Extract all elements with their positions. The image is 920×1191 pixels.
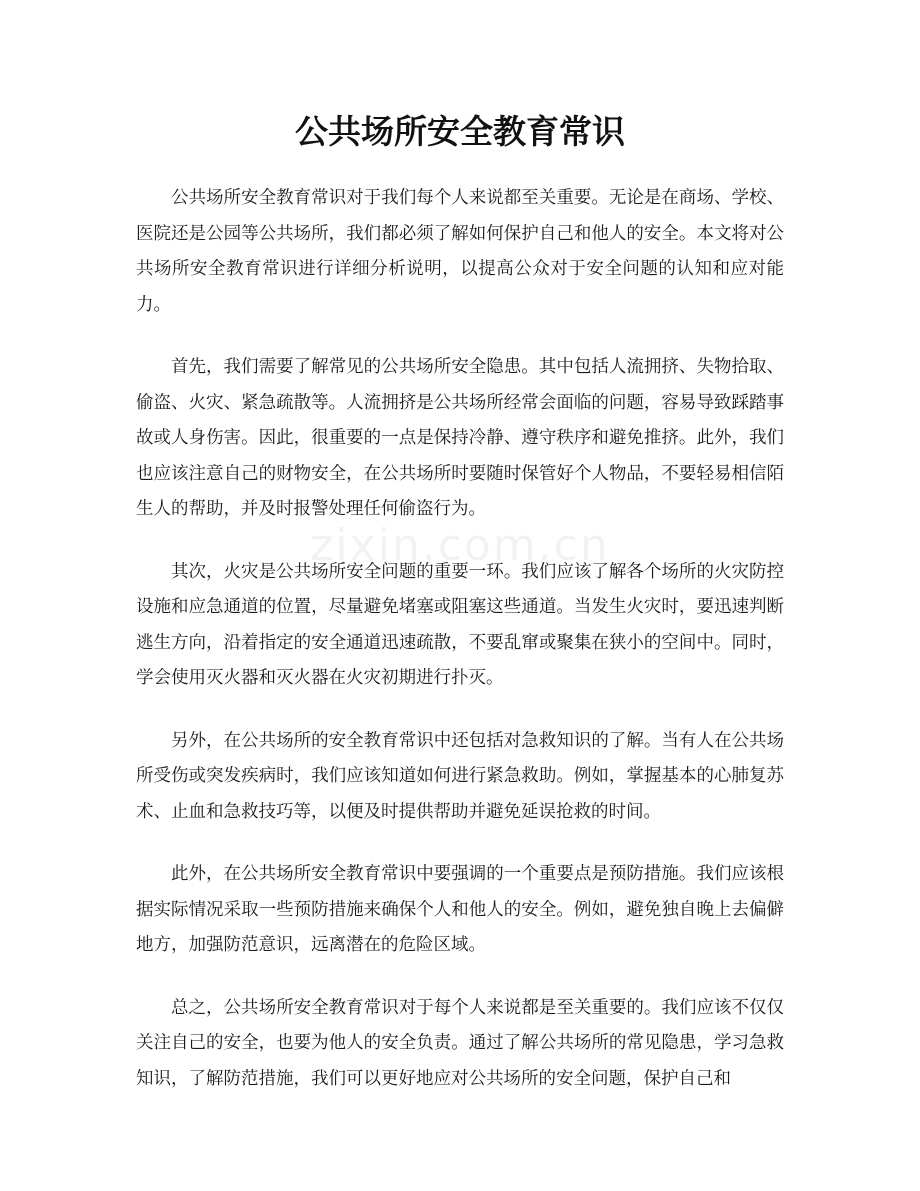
- watermark-text: zixin.com.cn: [310, 520, 610, 571]
- paragraph-conclusion: 总之，公共场所安全教育常识对于每个人来说都是至关重要的。我们应该不仅仅关注自己的安全，也要为他人的安全负责。通过了解公共场所的常见隐患，学习急救知识，了解防范措施，我们可以更好地应对公共场所的安全问题，保护自己和: [136, 997, 784, 1089]
- paragraph-hazards: 首先，我们需要了解常见的公共场所安全隐患。其中包括人流拥挤、失物拾取、偷盗、火灾、紧急疏散等。人流拥挤是公共场所经常会面临的问题，容易导致踩踏事故或人身伤害。因此，很重要的一点是保持冷静、遵守秩序和避免推挤。此外，我们也应该注意自己的财物安全，在公共场所时要随时保管好个人物品，不要轻易相信陌生人的帮助，并及时报警处理任何偷盗行为。: [136, 357, 784, 519]
- document-title: 公共场所安全教育常识: [295, 112, 625, 151]
- document-body: [136, 181, 784, 1124]
- paragraph-first-aid: 另外，在公共场所的安全教育常识中还包括对急救知识的了解。当有人在公共场所受伤或突发疾病时，我们应该知道如何进行紧急救助。例如，掌握基本的心肺复苏术、止血和急救技巧等，以便及时提供帮助并避免延误抢救的时间。: [136, 730, 784, 822]
- paragraph-intro: 公共场所安全教育常识对于我们每个人来说都至关重要。无论是在商场、学校、医院还是公园等公共场所，我们都必须了解如何保护自己和他人的安全。本文将对公共场所安全教育常识进行详细分析说明，以提高公众对于安全问题的认知和应对能力。: [136, 188, 784, 315]
- paragraph-prevention: 此外，在公共场所安全教育常识中要强调的一个重要点是预防措施。我们应该根据实际情况采取一些预防措施来确保个人和他人的安全。例如，避免独自晚上去偏僻地方，加强防范意识，远离潜在的危险区域。: [136, 864, 784, 955]
- paragraph-fire: 其次，火灾是公共场所安全问题的重要一环。我们应该了解各个场所的火灾防控设施和应急通道的位置，尽量避免堵塞或阻塞这些通道。当发生火灾时，要迅速判断逃生方向，沿着指定的安全通道迅速疏散，不要乱窜或聚集在狭小的空间中。同时，学会使用灭火器和灭火器在火灾初期进行扑灭。: [136, 561, 784, 688]
